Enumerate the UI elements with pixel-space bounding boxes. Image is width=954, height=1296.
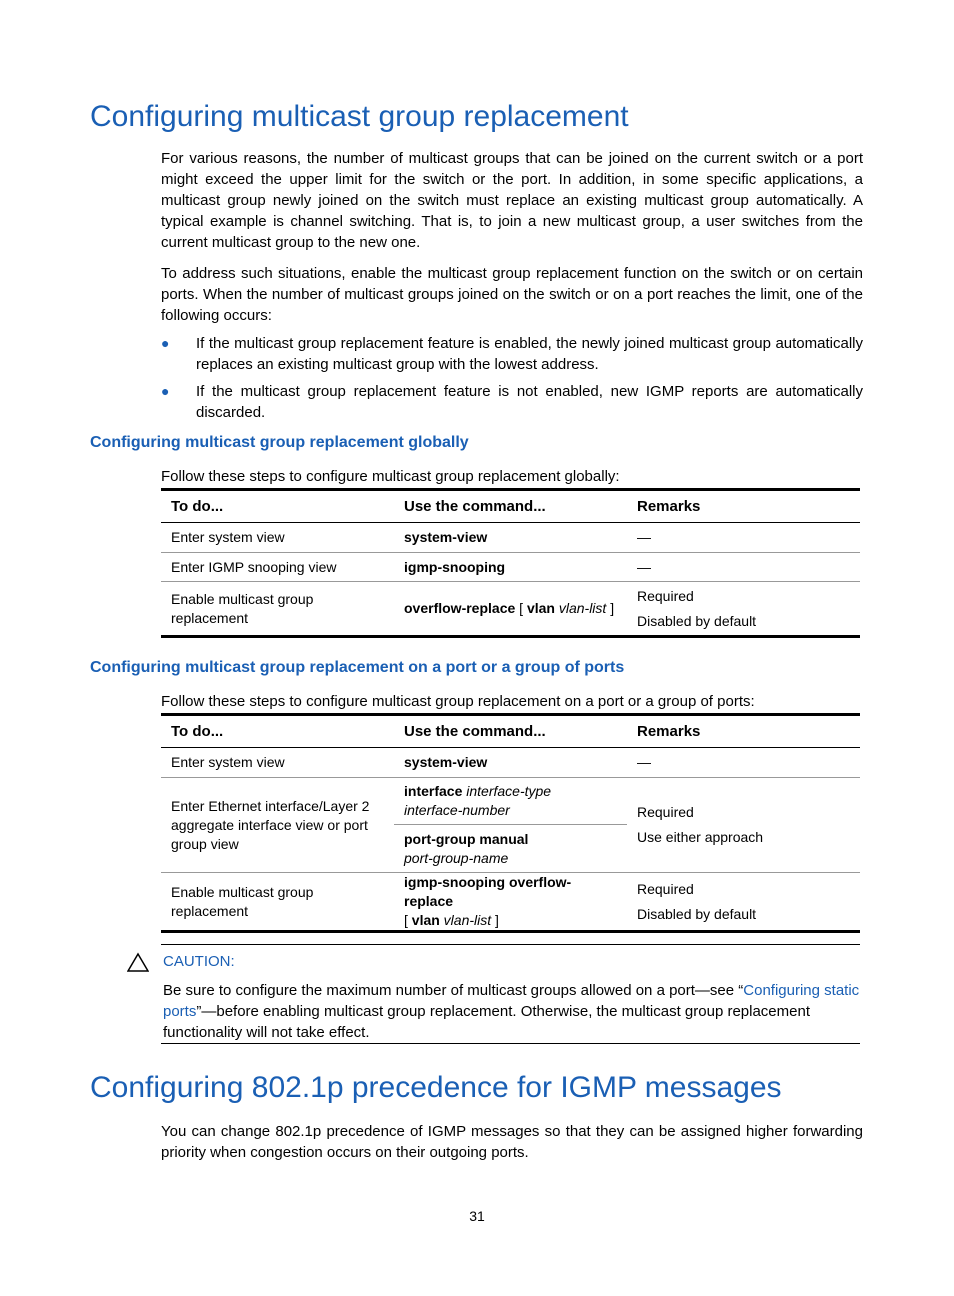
command-argument: interface-number	[404, 802, 510, 818]
command-keyword: vlan	[411, 912, 440, 928]
list-item	[161, 381, 863, 423]
todo-cell: Enter system view	[161, 523, 394, 553]
command-bracket: [	[515, 600, 527, 616]
column-header: To do...	[161, 715, 394, 748]
steps-table	[161, 488, 860, 638]
command-argument: vlan-list	[554, 600, 607, 616]
paragraph: To address such situations, enable the multicast group replacement function on the switch or on certain ports. When the number of multicast groups joined on the switch or on a port reaches the limit, one of the following occurs:	[161, 265, 863, 324]
section-title: Configuring 802.1p precedence for IGMP messages	[90, 1071, 782, 1104]
list-item-text: If the multicast group replacement feature is enabled, the newly joined multicast group automatically replaces an existing multicast group with the lowest address.	[196, 335, 863, 373]
table-row	[161, 778, 860, 825]
caution-text	[163, 980, 860, 1043]
todo-cell: Enter system view	[161, 748, 394, 778]
command-cell	[394, 553, 627, 582]
todo-cell: Enable multicast group replacement	[171, 590, 314, 626]
command-keyword: system-view	[404, 529, 488, 545]
configuring-static-ports-link[interactable]: Configuring static ports	[163, 982, 860, 1020]
table-row	[161, 553, 860, 582]
caution-label: CAUTION:	[163, 953, 235, 970]
column-header: To do...	[161, 490, 394, 523]
steps-table	[161, 713, 860, 933]
remark-cell: —	[627, 748, 860, 778]
remark-line: Disabled by default	[637, 612, 757, 629]
paragraph: For various reasons, the number of multicast groups that can be joined on the current switch or a port might exceed the upper limit for the switch or the port. In addition, in some specific applications, a multicast group newly joined on the switch must replace an existing multicast group automatically. A typical example is channel switching. That is, to join a new multicast group, a user switches from the current multicast group to the new one.	[161, 150, 863, 251]
section-title: Configuring multicast group replacement	[90, 100, 629, 133]
table-intro: Follow these steps to configure multicast group replacement on a port or a group of ports:	[161, 693, 755, 710]
table-row	[161, 748, 860, 778]
paragraph: You can change 802.1p precedence of IGMP messages so that they can be assigned higher forwarding priority when congestion occurs on their outgoing ports.	[161, 1123, 863, 1161]
bullet-icon: ●	[161, 335, 170, 351]
column-header: Use the command...	[394, 490, 627, 523]
command-keyword: vlan	[526, 600, 555, 616]
command-bracket: [	[404, 912, 412, 928]
list-item	[161, 333, 863, 375]
remark-line: Disabled by default	[637, 905, 757, 922]
command-cell	[394, 523, 627, 553]
column-header: Remarks	[627, 715, 860, 748]
caution-text-part: Be sure to configure the maximum number of multicast groups allowed on a port—see “	[163, 982, 744, 999]
list-item-text: If the multicast group replacement feature is not enabled, new IGMP reports are automatically discarded.	[196, 383, 863, 421]
command-keyword: overflow-replace	[404, 600, 516, 616]
column-header: Remarks	[627, 490, 860, 523]
command-cell	[394, 582, 627, 637]
subsection-title: Configuring multicast group replacement globally	[90, 434, 469, 451]
remark-cell	[627, 778, 860, 873]
bullet-icon: ●	[161, 383, 170, 399]
warning-triangle-icon	[127, 952, 149, 972]
remark-cell: —	[627, 553, 860, 582]
remark-cell	[627, 582, 860, 637]
command-cell	[394, 748, 627, 778]
table-header-row	[161, 490, 860, 523]
command-cell	[394, 825, 627, 873]
subsection-title: Configuring multicast group replacement on a port or a group of ports	[90, 659, 625, 676]
command-cell	[394, 778, 627, 825]
remark-line: Required	[637, 804, 694, 820]
table-row	[161, 873, 860, 932]
page-number: 31	[469, 1208, 485, 1224]
command-keyword: igmp-snooping	[404, 558, 506, 575]
command-argument: interface-type	[462, 783, 552, 799]
remark-cell	[627, 873, 860, 932]
table-row	[161, 582, 860, 637]
command-bracket: ]	[491, 912, 499, 928]
todo-cell: Enter IGMP snooping view	[161, 553, 394, 582]
table-intro: Follow these steps to configure multicast group replacement globally:	[161, 468, 620, 485]
column-header: Use the command...	[394, 715, 627, 748]
command-argument: vlan-list	[439, 912, 492, 928]
caution-text-part: ”—before enabling multicast group replacement. Otherwise, the multicast group replacement functionality will not take effect.	[163, 1003, 810, 1041]
command-keyword: port-group manual	[404, 830, 529, 847]
command-keyword: interface	[404, 783, 463, 799]
remark-line: Required	[637, 880, 694, 897]
remark-line: Required	[637, 587, 694, 604]
remark-line: Use either approach	[637, 829, 764, 845]
table-header-row	[161, 715, 860, 748]
table-row	[161, 523, 860, 553]
command-keyword: system-view	[404, 754, 488, 770]
todo-cell: Enter Ethernet interface/Layer 2 aggregate interface view or port group view	[161, 778, 394, 873]
command-cell	[394, 873, 627, 932]
command-bracket: ]	[606, 600, 615, 616]
todo-cell: Enable multicast group replacement	[171, 883, 314, 919]
command-argument: port-group-name	[404, 849, 509, 866]
remark-cell: —	[627, 523, 860, 553]
command-keyword: igmp-snooping overflow-replace	[404, 874, 572, 909]
